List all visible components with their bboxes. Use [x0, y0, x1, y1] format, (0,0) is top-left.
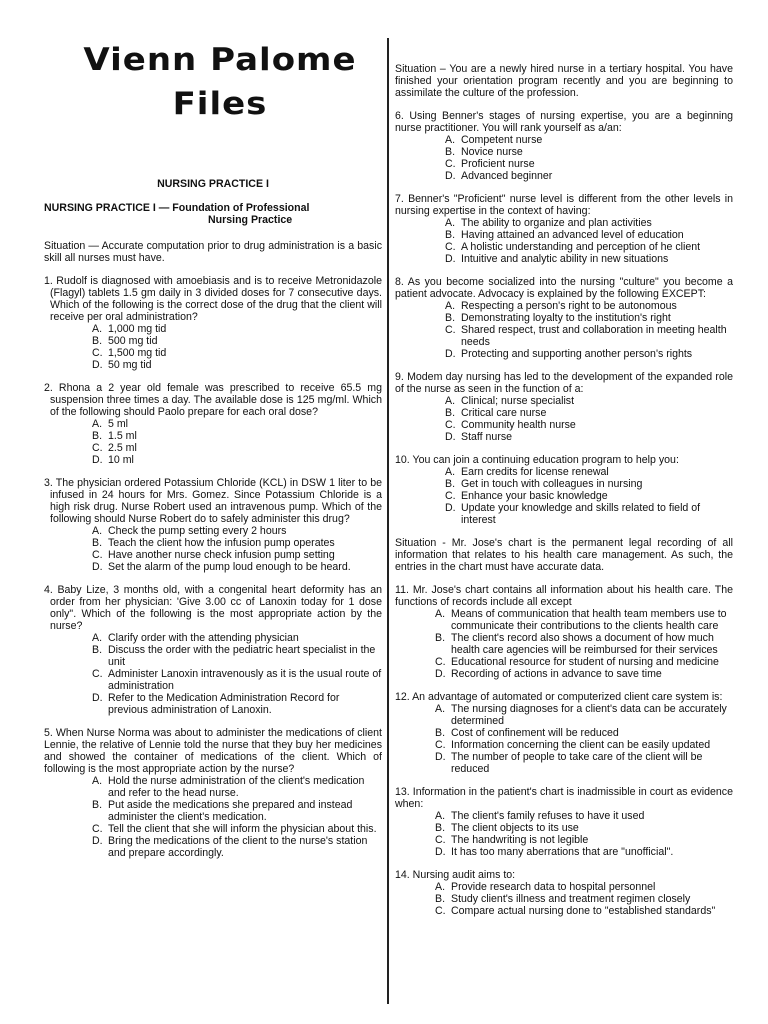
answer-option	[92, 835, 382, 859]
option-text: Earn credits for license renewal	[461, 466, 609, 478]
answer-option	[92, 775, 382, 799]
answer-option	[92, 668, 382, 692]
question-stem: 12. An advantage of automated or computerized client care system is:	[395, 691, 723, 703]
option-letter: B.	[92, 335, 103, 347]
answer-option	[435, 656, 733, 668]
brand-title	[44, 38, 382, 126]
option-text: Get in touch with colleagues in nursing	[461, 478, 643, 490]
option-text: The number of people to take care of the client will be reduced	[451, 751, 703, 775]
answer-option	[92, 430, 382, 442]
answer-options	[395, 466, 733, 526]
answer-option	[435, 608, 733, 632]
option-letter: D.	[445, 170, 456, 182]
question-stem: 14. Nursing audit aims to:	[395, 869, 516, 881]
option-text: Protecting and supporting another person's rights	[461, 348, 693, 360]
option-text: The nursing diagnoses for a client's data can be accurately determined	[451, 703, 727, 727]
option-letter: A.	[435, 608, 446, 620]
answer-option	[435, 834, 733, 846]
option-letter: C.	[92, 668, 103, 680]
option-text: Information concerning the client can be easily updated	[451, 739, 711, 751]
option-text: Clinical; nurse specialist	[461, 395, 575, 407]
answer-option	[435, 703, 733, 727]
answer-option	[445, 241, 733, 253]
answer-option	[445, 146, 733, 158]
option-letter: B.	[445, 229, 456, 241]
option-text: Provide research data to hospital personnel	[451, 881, 656, 893]
option-letter: D.	[445, 348, 456, 360]
answer-options	[44, 323, 382, 371]
option-letter: B.	[435, 822, 446, 834]
option-letter: A.	[92, 632, 103, 644]
question-list-left	[44, 275, 382, 859]
option-letter: A.	[445, 134, 456, 146]
option-text: Study client's illness and treatment regimen closely	[451, 893, 691, 905]
option-letter: D.	[435, 751, 446, 763]
subtitle-line-2: Nursing Practice	[208, 214, 293, 226]
answer-option	[445, 407, 733, 419]
option-text: Intuitive and analytic ability in new situations	[461, 253, 669, 265]
option-text: Refer to the Medication Administration Record for previous administration of Lanoxin.	[108, 692, 340, 716]
answer-option	[445, 348, 733, 360]
question-item	[44, 477, 382, 573]
question-stem: 3. The physician ordered Potassium Chloride (KCL) in DSW 1 liter to be infused in 24 hours for Mrs. Gomez. Since Potassium Chloride is a high risk drug. Nurse Robert used an intravenous pump. Which of the following should Nurse Robert do to safely administer this drug?	[44, 477, 382, 525]
option-letter: D.	[92, 454, 103, 466]
option-text: Clarify order with the attending physician	[108, 632, 299, 644]
answer-option	[92, 799, 382, 823]
question-item	[44, 727, 382, 859]
option-letter: A.	[92, 775, 103, 787]
question-list-right-2	[395, 584, 733, 917]
option-letter: D.	[445, 502, 456, 514]
option-text: Staff nurse	[461, 431, 513, 443]
answer-options	[44, 525, 382, 573]
option-letter: D.	[92, 835, 103, 847]
option-text: Teach the client how the infusion pump operates	[108, 537, 335, 549]
document-title: NURSING PRACTICE I	[157, 178, 269, 190]
option-letter: C.	[435, 834, 446, 846]
answer-options	[44, 775, 382, 859]
option-text: 50 mg tid	[108, 359, 152, 371]
option-letter: C.	[92, 347, 103, 359]
option-letter: A.	[435, 810, 446, 822]
situation-paragraph: Situation – You are a newly hired nurse in a tertiary hospital. You have finished your orientation program recently and you are beginning to assimilate the culture of the profession.	[395, 63, 733, 99]
question-item	[395, 193, 733, 265]
question-stem: 2. Rhona a 2 year old female was prescribed to receive 65.5 mg suspension three times a day. The available dose is 125 mg/ml. Which of the following should Paolo prepare for each oral dose?	[44, 382, 382, 418]
option-text: The client objects to its use	[451, 822, 579, 834]
answer-option	[92, 537, 382, 549]
question-stem: 8. As you become socialized into the nursing "culture" you become a patient advocate. Advocacy is explained by the following EXCEPT:	[395, 276, 733, 300]
question-item	[44, 584, 382, 716]
option-text: The handwriting is not legible	[451, 834, 589, 846]
answer-option	[445, 395, 733, 407]
option-text: Proficient nurse	[461, 158, 535, 170]
answer-option	[435, 822, 733, 834]
option-text: Check the pump setting every 2 hours	[108, 525, 287, 537]
option-text: 1,500 mg tid	[108, 347, 167, 359]
answer-option	[445, 134, 733, 146]
question-stem: 13. Information in the patient's chart is inadmissible in court as evidence when:	[395, 786, 733, 810]
question-stem: 5. When Nurse Norma was about to administer the medications of client Lennie, the relative of Lennie told the nurse that they buy her medicines and showed the container of medications of the client. Which of following is the most appropriate action by the nurse?	[44, 727, 382, 775]
option-letter: C.	[435, 739, 446, 751]
answer-option	[92, 823, 382, 835]
column-divider	[387, 38, 389, 1004]
option-text: Tell the client that she will inform the physician about this.	[108, 823, 377, 835]
option-letter: B.	[92, 537, 103, 549]
option-text: Having attained an advanced level of education	[461, 229, 684, 241]
option-text: Community health nurse	[461, 419, 576, 431]
option-letter: C.	[435, 656, 446, 668]
answer-option	[435, 751, 733, 775]
answer-option	[445, 502, 733, 526]
answer-option	[435, 668, 733, 680]
question-stem: 4. Baby Lize, 3 months old, with a congenital heart deformity has an order from her physician: 'Give 3.00 cc of Lanoxin today for 1 dose only". Which of the following is the most appropriate action by the nurse?	[44, 584, 382, 632]
option-text: 500 mg tid	[108, 335, 158, 347]
option-letter: B.	[435, 727, 446, 739]
question-item	[44, 382, 382, 466]
option-letter: B.	[445, 312, 456, 324]
option-letter: D.	[92, 359, 103, 371]
option-text: Educational resource for student of nursing and medicine	[451, 656, 719, 668]
answer-option	[92, 442, 382, 454]
option-text: 5 ml	[108, 418, 129, 430]
answer-options	[395, 881, 733, 917]
question-item	[395, 869, 733, 917]
situation-paragraph: Situation — Accurate computation prior to drug administration is a basic skill all nurses must have.	[44, 240, 382, 264]
option-letter: C.	[92, 823, 103, 835]
option-letter: D.	[92, 692, 103, 704]
answer-option	[445, 419, 733, 431]
answer-option	[92, 561, 382, 573]
option-text: Discuss the order with the pediatric heart specialist in the unit	[108, 644, 376, 668]
answer-option	[92, 323, 382, 335]
option-letter: C.	[92, 549, 103, 561]
option-text: 1.5 ml	[108, 430, 137, 442]
option-text: The client's record also shows a document of how much health care agencies will be reimbursed for their services	[451, 632, 718, 656]
option-text: Respecting a person's right to be autonomous	[461, 300, 677, 312]
option-letter: C.	[445, 490, 456, 502]
question-item	[395, 584, 733, 680]
answer-option	[92, 418, 382, 430]
option-letter: D.	[445, 253, 456, 265]
option-letter: C.	[445, 419, 456, 431]
question-item	[395, 276, 733, 360]
option-letter: B.	[445, 407, 456, 419]
answer-option	[435, 846, 733, 858]
answer-option	[435, 893, 733, 905]
option-letter: C.	[92, 442, 103, 454]
section-subtitle	[44, 202, 382, 226]
answer-options	[44, 632, 382, 716]
option-text: The ability to organize and plan activities	[461, 217, 652, 229]
answer-option	[445, 478, 733, 490]
option-letter: C.	[445, 158, 456, 170]
answer-option	[445, 431, 733, 443]
option-text: Shared respect, trust and collaboration in meeting health needs	[461, 324, 727, 348]
answer-option	[435, 727, 733, 739]
question-item	[395, 454, 733, 526]
option-text: Demonstrating loyalty to the institution's right	[461, 312, 671, 324]
answer-options	[395, 395, 733, 443]
option-letter: A.	[92, 323, 103, 335]
answer-option	[445, 312, 733, 324]
situation-paragraph: Situation - Mr. Jose's chart is the permanent legal recording of all information that relates to his health care management. As such, the entries in the chart must have accurate data.	[395, 537, 733, 573]
answer-option	[92, 454, 382, 466]
option-letter: A.	[445, 217, 456, 229]
option-text: Update your knowledge and skills related to field of interest	[461, 502, 701, 526]
option-text: Put aside the medications she prepared and instead administer the client's medication.	[108, 799, 353, 823]
answer-option	[92, 632, 382, 644]
question-item	[395, 691, 733, 775]
option-letter: A.	[445, 395, 456, 407]
answer-option	[445, 229, 733, 241]
option-text: Compare actual nursing done to "established standards"	[451, 905, 716, 917]
answer-options	[395, 134, 733, 182]
option-text: Enhance your basic knowledge	[461, 490, 608, 502]
option-letter: C.	[445, 241, 456, 253]
answer-option	[445, 300, 733, 312]
question-item	[44, 275, 382, 371]
option-text: Advanced beginner	[461, 170, 553, 182]
option-text: 2.5 ml	[108, 442, 137, 454]
option-text: Cost of confinement will be reduced	[451, 727, 619, 739]
option-letter: A.	[92, 418, 103, 430]
option-text: Have another nurse check infusion pump setting	[108, 549, 335, 561]
option-text: Recording of actions in advance to save time	[451, 668, 662, 680]
option-letter: D.	[435, 846, 446, 858]
option-text: Administer Lanoxin intravenously as it is the usual route of administration	[108, 668, 382, 692]
option-letter: B.	[445, 146, 456, 158]
option-letter: B.	[435, 632, 446, 644]
option-letter: B.	[92, 430, 103, 442]
option-letter: D.	[92, 561, 103, 573]
answer-option	[435, 810, 733, 822]
question-item	[395, 110, 733, 182]
answer-option	[435, 739, 733, 751]
question-stem: 7. Benner's "Proficient" nurse level is different from the other levels in nursing expertise in the context of having:	[395, 193, 733, 217]
answer-options	[395, 810, 733, 858]
question-stem: 11. Mr. Jose's chart contains all information about his health care. The functions of records include all except	[395, 584, 733, 608]
answer-option	[92, 692, 382, 716]
answer-option	[92, 347, 382, 359]
option-letter: A.	[445, 466, 456, 478]
option-text: Bring the medications of the client to the nurse's station and prepare accordingly.	[108, 835, 368, 859]
question-list-right	[395, 110, 733, 526]
answer-options	[395, 608, 733, 680]
option-text: 1,000 mg tid	[108, 323, 167, 335]
answer-option	[92, 525, 382, 537]
question-item	[395, 786, 733, 858]
answer-option	[92, 335, 382, 347]
option-letter: B.	[435, 893, 446, 905]
option-text: Hold the nurse administration of the client's medication and refer to the head nurse.	[108, 775, 365, 799]
left-column	[44, 38, 382, 870]
answer-option	[445, 466, 733, 478]
question-stem: 6. Using Benner's stages of nursing expertise, you are a beginning nurse practitioner. You will rank yourself as a/an:	[395, 110, 733, 134]
option-text: Competent nurse	[461, 134, 543, 146]
option-text: It has too many aberrations that are "unofficial".	[451, 846, 674, 858]
option-letter: A.	[445, 300, 456, 312]
option-text: Set the alarm of the pump loud enough to be heard.	[108, 561, 351, 573]
option-letter: D.	[435, 668, 446, 680]
answer-option	[435, 632, 733, 656]
option-letter: D.	[445, 431, 456, 443]
option-text: A holistic understanding and perception of he client	[461, 241, 701, 253]
answer-option	[92, 359, 382, 371]
answer-options	[395, 217, 733, 265]
option-text: 10 ml	[108, 454, 134, 466]
option-letter: B.	[92, 799, 103, 811]
answer-option	[435, 905, 733, 917]
answer-option	[92, 549, 382, 561]
question-stem: 9. Modem day nursing has led to the development of the expanded role of the nurse as seen in the function of a:	[395, 371, 733, 395]
answer-options	[395, 703, 733, 775]
brand-line-1: Vienn Palome	[83, 41, 357, 79]
answer-option	[445, 158, 733, 170]
option-text: The client's family refuses to have it used	[451, 810, 645, 822]
answer-option	[445, 490, 733, 502]
option-letter: B.	[445, 478, 456, 490]
answer-option	[445, 324, 733, 348]
subtitle-line-1: NURSING PRACTICE I — Foundation of Professional	[44, 202, 310, 214]
question-stem: 1. Rudolf is diagnosed with amoebiasis and is to receive Metronidazole (Flagyl) tablets 1.5 gm daily in 3 divided doses for 7 consecutive days. Which of the following is the correct dose of the drug that the client will receive per oral administration?	[44, 275, 382, 323]
option-text: Critical care nurse	[461, 407, 547, 419]
answer-option	[435, 881, 733, 893]
answer-options	[395, 300, 733, 360]
option-text: Novice nurse	[461, 146, 523, 158]
option-letter: C.	[445, 324, 456, 336]
answer-options	[44, 418, 382, 466]
option-letter: B.	[92, 644, 103, 656]
question-stem: 10. You can join a continuing education program to help you:	[395, 454, 679, 466]
option-text: Means of communication that health team members use to communicate their contributions to the clients health care	[451, 608, 727, 632]
brand-line-2: Files	[172, 85, 268, 123]
question-item	[395, 371, 733, 443]
option-letter: A.	[435, 703, 446, 715]
option-letter: A.	[435, 881, 446, 893]
option-letter: C.	[435, 905, 446, 917]
answer-option	[445, 253, 733, 265]
answer-option	[445, 170, 733, 182]
option-letter: A.	[92, 525, 103, 537]
answer-option	[92, 644, 382, 668]
right-column	[395, 63, 733, 928]
answer-option	[445, 217, 733, 229]
